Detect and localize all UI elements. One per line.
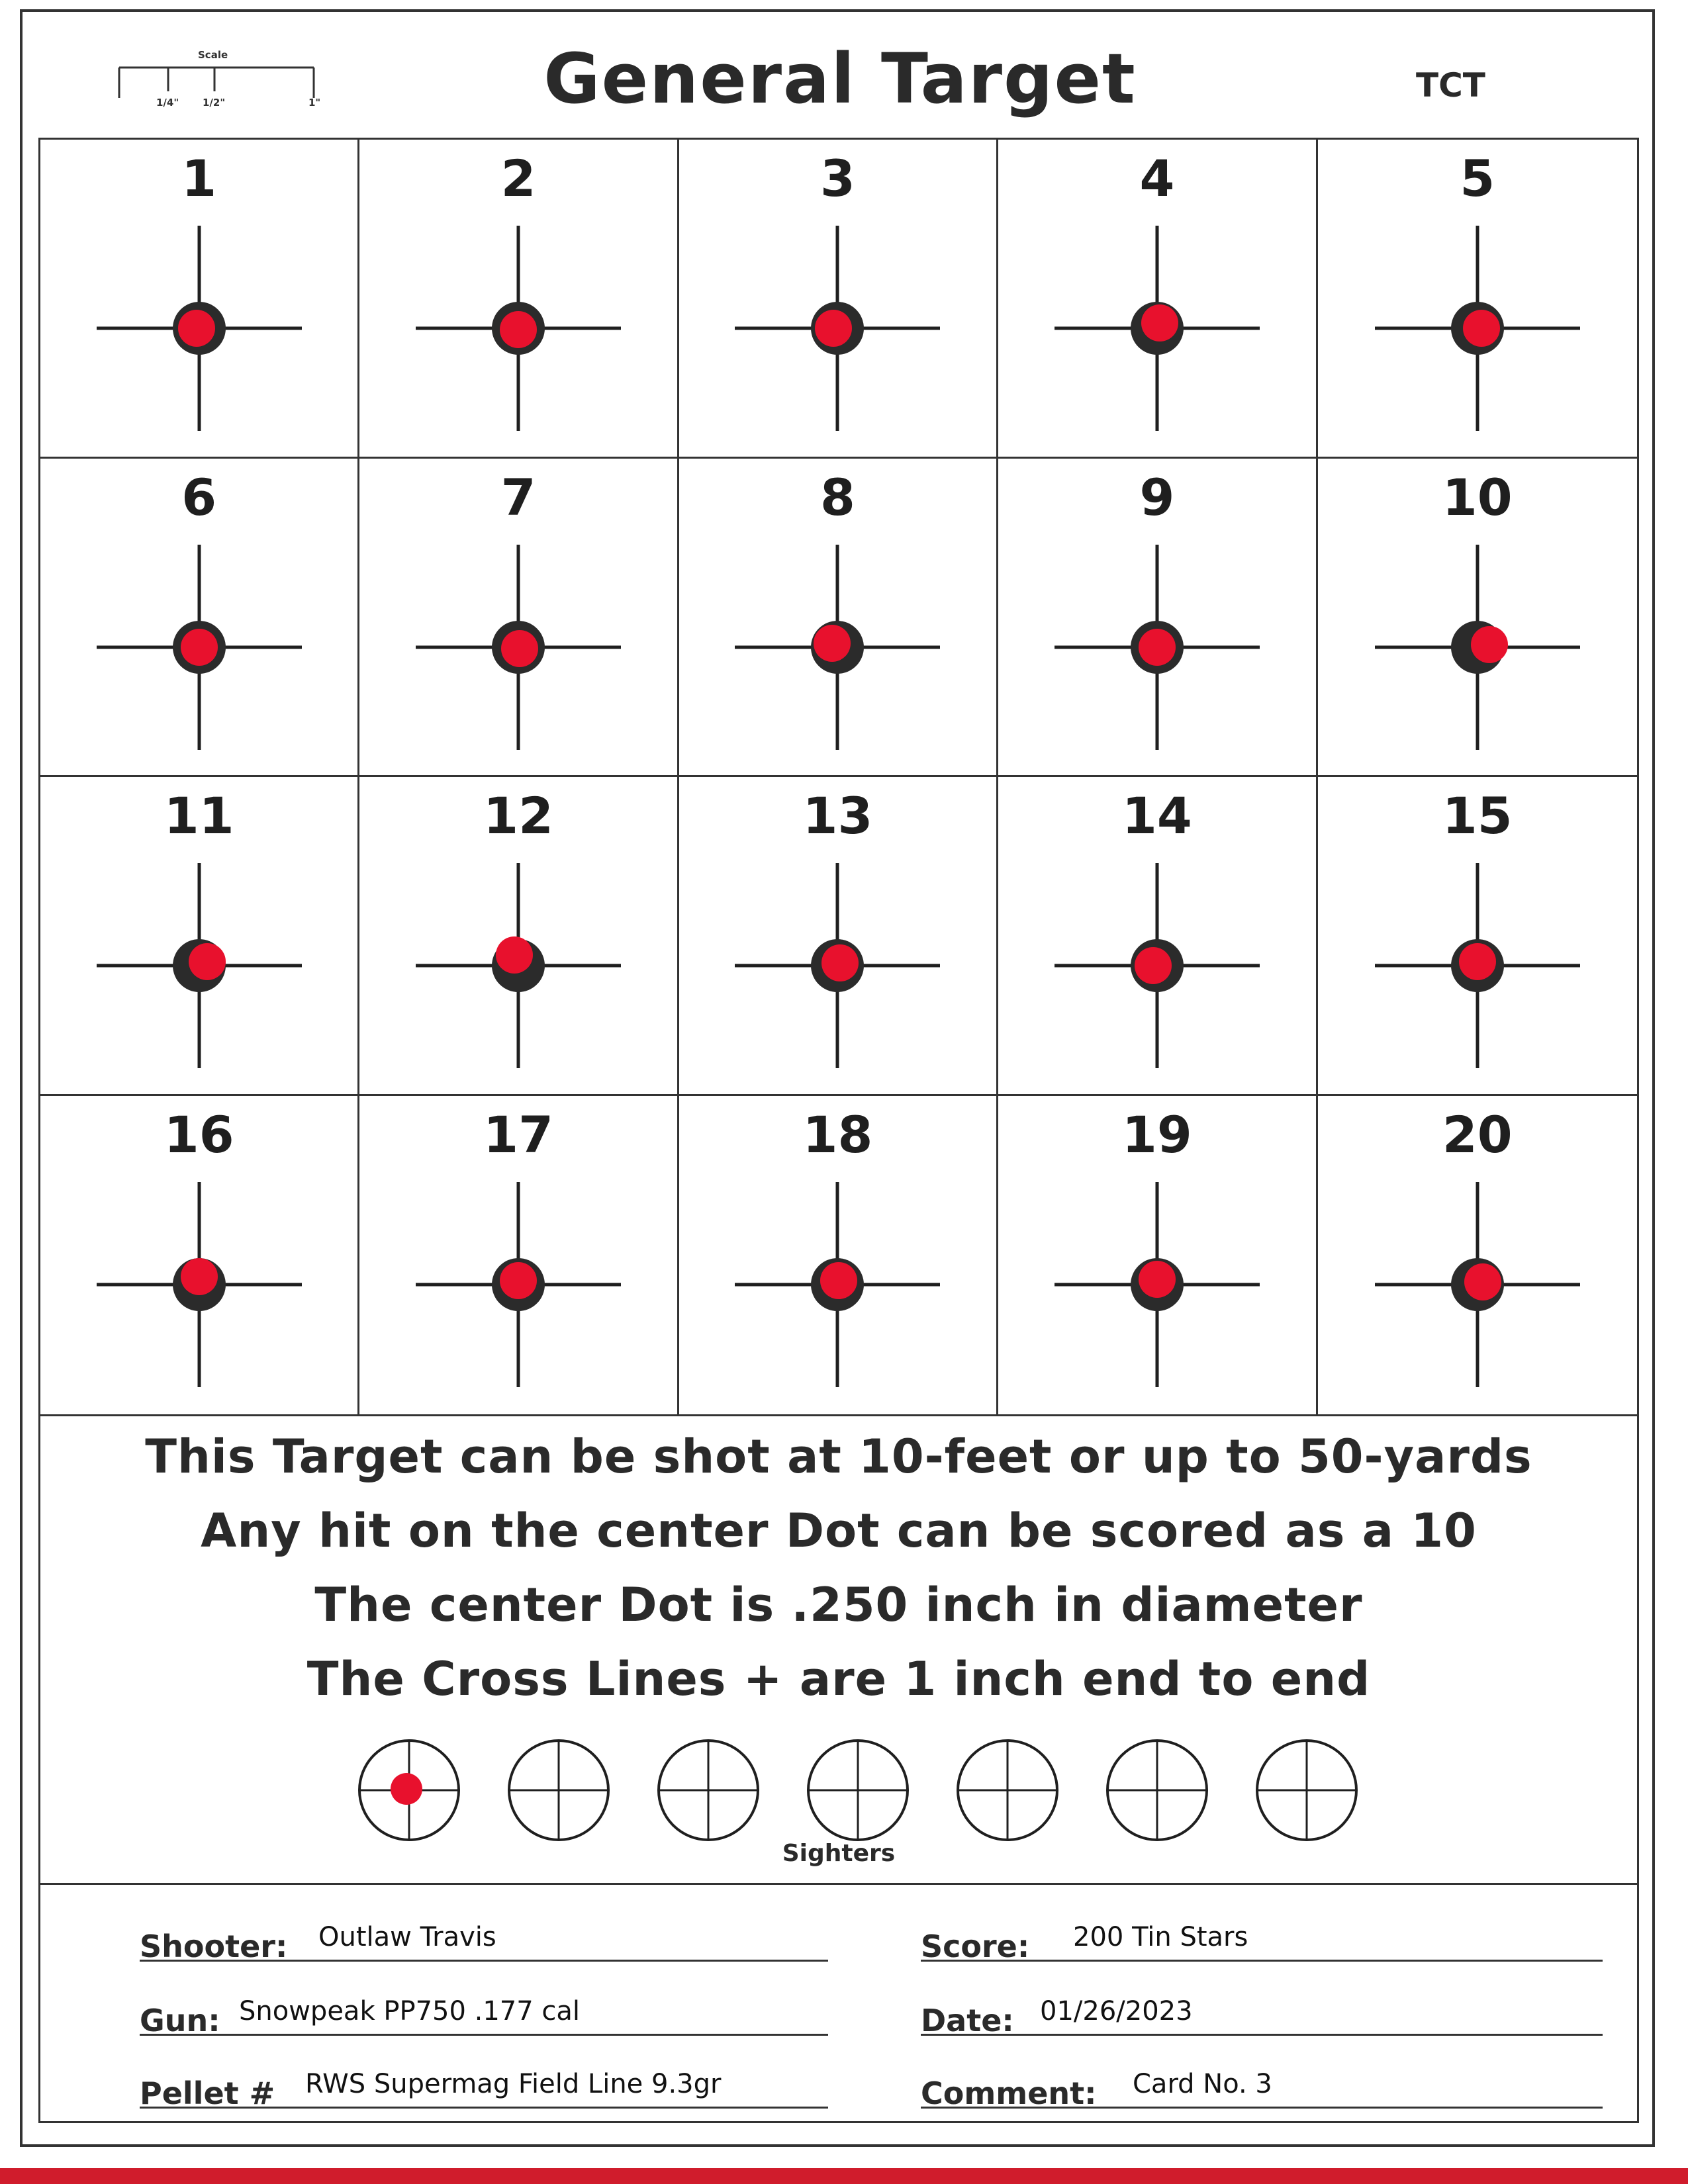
- target-number: 4: [1139, 149, 1175, 208]
- shooter-value: Outlaw Travis: [318, 1922, 496, 1952]
- target-cell: [1318, 140, 1637, 459]
- pellet-hit: [391, 1773, 422, 1805]
- crosshair-target: [97, 545, 302, 750]
- red-edge-strip: [0, 2168, 1688, 2184]
- target-number: 12: [483, 786, 553, 845]
- pellet-hit: [1141, 304, 1178, 341]
- scale-label: Scale: [198, 49, 228, 61]
- target-cell: [679, 459, 998, 778]
- comment-value: Card No. 3: [1133, 2069, 1272, 2099]
- pellet-hit: [1135, 947, 1172, 984]
- gun-label: Gun:: [140, 2003, 220, 2038]
- sighter-target: [808, 1741, 908, 1840]
- instruction-line-4: The Cross Lines + are 1 inch end to end: [306, 1652, 1371, 1706]
- crosshair-target: [1055, 545, 1260, 750]
- pellet-hit: [815, 310, 852, 347]
- shooter-underline: [140, 1960, 828, 1962]
- crosshair-target: [735, 545, 940, 750]
- score-field[interactable]: [921, 1918, 1603, 1964]
- target-cell: [40, 459, 359, 778]
- gun-value: Snowpeak PP750 .177 cal: [239, 1996, 581, 2026]
- date-value: 01/26/2023: [1040, 1996, 1193, 2026]
- pellet-hit: [181, 629, 218, 666]
- comment-label: Comment:: [921, 2075, 1097, 2111]
- pellet-hit: [178, 310, 215, 347]
- pellet-value: RWS Supermag Field Line 9.3gr: [305, 2069, 722, 2099]
- crosshair-target: [1055, 1182, 1260, 1387]
- comment-field[interactable]: [921, 2065, 1603, 2111]
- target-number: 14: [1122, 786, 1192, 845]
- crosshair-target: [735, 863, 940, 1068]
- crosshair-target: [97, 863, 302, 1068]
- pellet-hit: [501, 630, 538, 667]
- score-value: 200 Tin Stars: [1073, 1922, 1248, 1952]
- pellet-hit: [500, 1262, 537, 1299]
- target-number: 20: [1442, 1105, 1513, 1164]
- scale-tick-half: 1/2": [203, 97, 226, 109]
- sighter-target: [1257, 1741, 1356, 1840]
- target-cell: [679, 777, 998, 1096]
- target-cell: [359, 1096, 679, 1415]
- sighter-target: [359, 1741, 459, 1840]
- target-number: 1: [181, 149, 217, 208]
- crosshair-target: [1375, 545, 1580, 750]
- date-label: Date:: [921, 2003, 1014, 2038]
- crosshair-target: [1375, 226, 1580, 431]
- pellet-hit: [189, 943, 226, 980]
- instructions-panel: [38, 1416, 1639, 1885]
- crosshair-target: [1055, 226, 1260, 431]
- sighter-target: [659, 1741, 758, 1840]
- target-number: 9: [1139, 467, 1175, 527]
- target-cell: [40, 777, 359, 1096]
- target-number: 2: [500, 149, 536, 208]
- crosshair-target: [416, 545, 621, 750]
- target-number: 16: [164, 1105, 234, 1164]
- shooter-field[interactable]: [140, 1918, 828, 1964]
- gun-field[interactable]: [140, 1992, 828, 2038]
- sighter-target: [958, 1741, 1057, 1840]
- sighter-target: [509, 1741, 608, 1840]
- sighters-label: Sighters: [782, 1840, 896, 1867]
- target-cell: [679, 1096, 998, 1415]
- pellet-hit: [1139, 629, 1176, 666]
- target-number: 7: [500, 467, 536, 527]
- crosshair-target: [416, 226, 621, 431]
- pellet-hit: [496, 936, 533, 974]
- pellet-underline: [140, 2107, 828, 2109]
- comment-underline: [921, 2107, 1603, 2109]
- crosshair-target: [1375, 863, 1580, 1068]
- shooter-label: Shooter:: [140, 1929, 288, 1964]
- crosshair-target: [416, 1182, 621, 1387]
- target-cell: [1318, 777, 1637, 1096]
- target-cell: [998, 140, 1317, 459]
- target-number: 3: [820, 149, 855, 208]
- target-sheet: [20, 9, 1655, 2147]
- crosshair-target: [416, 863, 621, 1068]
- target-number: 17: [483, 1105, 553, 1164]
- pellet-label: Pellet #: [140, 2075, 275, 2111]
- crosshair-target: [97, 226, 302, 431]
- instruction-line-2: Any hit on the center Dot can be scored as a 10: [201, 1504, 1477, 1558]
- pellet-hit: [181, 1258, 218, 1295]
- pellet-hit: [1139, 1261, 1176, 1298]
- date-underline: [921, 2034, 1603, 2036]
- target-cell: [359, 459, 679, 778]
- pellet-hit: [814, 625, 851, 662]
- pellet-hit: [820, 1262, 857, 1299]
- pellet-hit: [1471, 626, 1508, 663]
- crosshair-target: [97, 1182, 302, 1387]
- gun-underline: [140, 2034, 828, 2036]
- target-cell: [359, 140, 679, 459]
- crosshair-target: [1055, 863, 1260, 1068]
- scale-tick-inch: 1": [308, 97, 321, 109]
- target-cell: [40, 1096, 359, 1415]
- target-grid: [38, 138, 1639, 1416]
- target-cell: [359, 777, 679, 1096]
- sighter-target: [1107, 1741, 1207, 1840]
- target-number: 19: [1122, 1105, 1192, 1164]
- target-number: 18: [802, 1105, 873, 1164]
- crosshair-target: [1375, 1182, 1580, 1387]
- pellet-field[interactable]: [140, 2065, 828, 2111]
- target-cell: [679, 140, 998, 459]
- target-cell: [40, 140, 359, 459]
- target-cell: [1318, 1096, 1637, 1415]
- target-cell: [998, 459, 1317, 778]
- score-underline: [921, 1960, 1603, 1962]
- target-number: 11: [164, 786, 234, 845]
- page-title: General Target: [543, 38, 1137, 119]
- pellet-hit: [1459, 943, 1496, 980]
- target-number: 6: [181, 467, 217, 527]
- pellet-hit: [821, 944, 859, 981]
- crosshair-target: [735, 1182, 940, 1387]
- brand-badge: TCT: [1416, 66, 1485, 105]
- instruction-line-3: The center Dot is .250 inch in diameter: [314, 1578, 1363, 1632]
- instruction-line-1: This Target can be shot at 10-feet or up to 50-yards: [145, 1430, 1532, 1484]
- target-number: 8: [820, 467, 855, 527]
- target-number: 5: [1460, 149, 1495, 208]
- target-cell: [998, 1096, 1317, 1415]
- crosshair-target: [735, 226, 940, 431]
- score-label: Score:: [921, 1929, 1030, 1964]
- target-number: 13: [802, 786, 873, 845]
- target-cell: [998, 777, 1317, 1096]
- scale-tick-quarter: 1/4": [156, 97, 179, 109]
- pellet-hit: [1464, 1263, 1501, 1300]
- target-cell: [1318, 459, 1637, 778]
- target-number: 10: [1442, 467, 1513, 527]
- target-number: 15: [1442, 786, 1513, 845]
- pellet-hit: [500, 311, 537, 348]
- score-card-form: [38, 1885, 1639, 2123]
- pellet-hit: [1463, 310, 1500, 347]
- date-field[interactable]: [921, 1992, 1603, 2038]
